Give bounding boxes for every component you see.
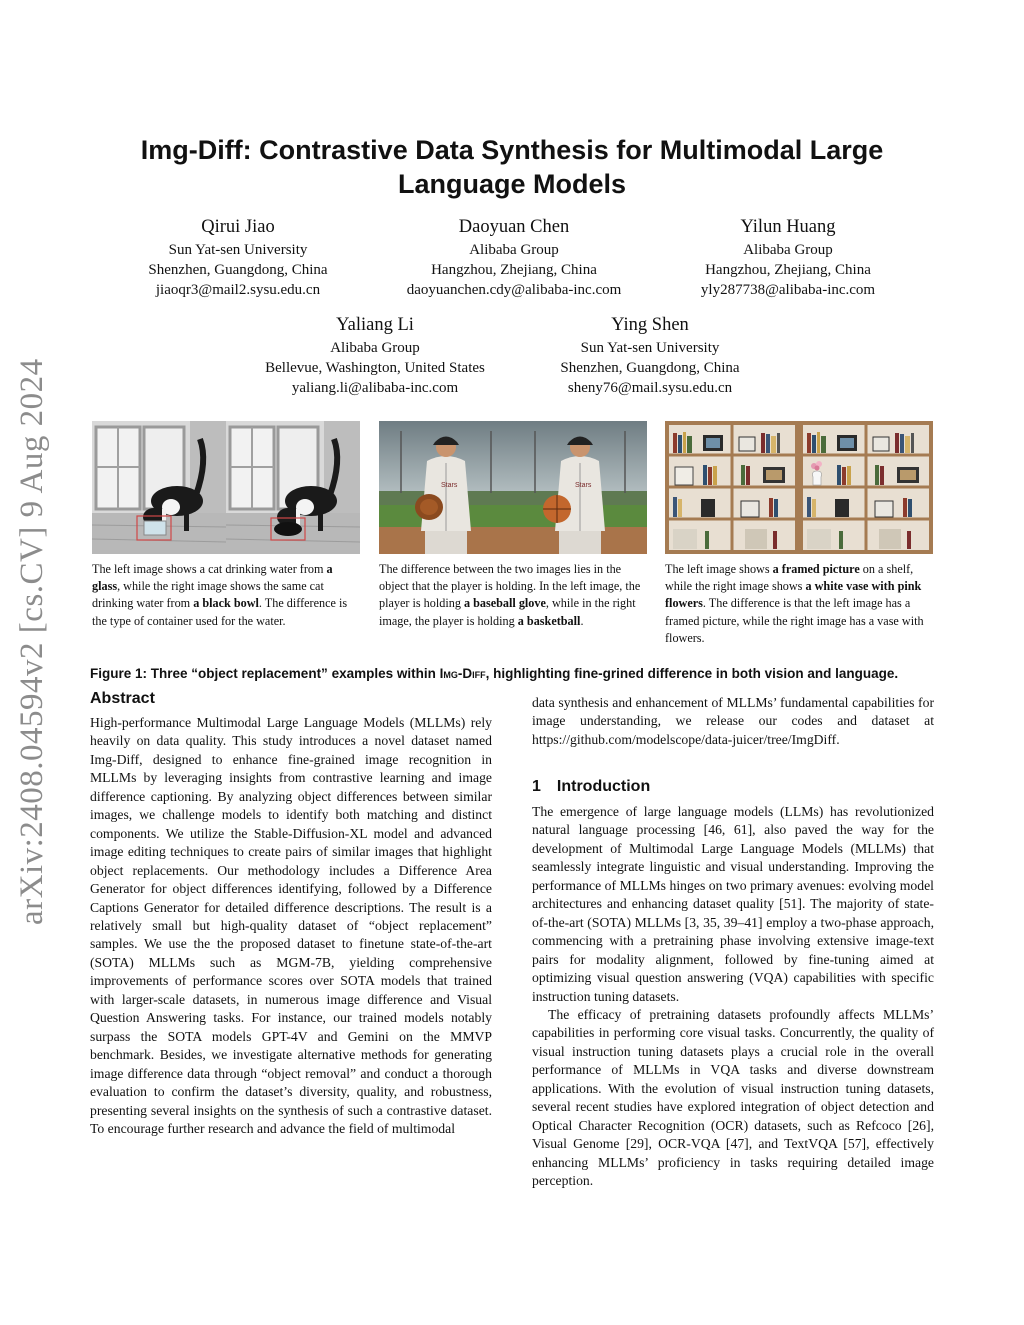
shelf-with-picture-image bbox=[665, 421, 799, 554]
abstract-continuation-text: data synthesis and enhancement of MLLMs’ fundamental capabilities for image understanding, we release our codes and dataset at https://github.com/modelscope/data-juicer/tree/ImgDiff. bbox=[532, 695, 934, 747]
author-location: Bellevue, Washington, United States bbox=[265, 360, 485, 376]
image-pair bbox=[92, 421, 360, 554]
caption-text: on a shelf, while the right image shows bbox=[665, 562, 914, 594]
figure-panel-shelf bbox=[665, 421, 933, 647]
caption-text: , while in the right image, the player is holding bbox=[379, 596, 636, 628]
author-name: Qirui Jiao bbox=[201, 217, 275, 237]
author-name: Yaliang Li bbox=[336, 315, 414, 335]
player-with-glove-image bbox=[379, 421, 513, 554]
author-name: Yilun Huang bbox=[740, 217, 836, 237]
author-block bbox=[108, 216, 368, 300]
figure-panel-caption bbox=[665, 561, 933, 647]
title-line-1: Img-Diff: Contrastive Data Synthesis for Multimodal Large bbox=[140, 135, 884, 165]
author-location: Shenzhen, Guangdong, China bbox=[560, 360, 740, 376]
section-number: 1 bbox=[532, 778, 541, 795]
abstract-text: High-performance Multimodal Large Language Models (MLLMs) rely heavily on data quality. This study introduces a novel dataset named Img-Diff, designed to enhance fine-grained image recognition in MLLMs by leveraging insights from contrastive learning and image difference captioning. By analyzing object differences between similar images, we challenge models to identify both matching and distinct components. We utilize the Stable-Diffusion-XL model and advanced image editing techniques to create pairs of similar images that highlight object replacements. Our methodology includes a Difference Area Generator for object differences identifying, followed by a Difference Captions Generator for detailed difference descriptions. The result is a relatively small but high-quality dataset of “object replacement” samples. We use the the proposed dataset to finetune state-of-the-art (SOTA) MLLMs such as MGM-7B, yielding comprehensive improvements of performance scores over SOTA models that trained with larger-scale datasets, in numerous image difference and Visual Question Answering tasks. For instance, our trained models notably surpass the SOTA models GPT-4V and Gemini on the MMVP benchmark. Besides, we investigate alternative methods for generating image difference data through “object removal” and conduct a thorough evaluation to confirm the dataset’s diversity, quality, and robustness, presenting several insights on the synthesis of such a contrastive dataset. To encourage further research and advance the field of multimodal bbox=[90, 715, 492, 1136]
abstract-body bbox=[90, 714, 492, 1138]
image-pair bbox=[379, 421, 647, 554]
svg-text:Stars: Stars bbox=[441, 482, 458, 489]
author-email: daoyuanchen.cdy@alibaba-inc.com bbox=[406, 282, 622, 298]
figure-panel-cat bbox=[92, 421, 360, 630]
arxiv-identifier: arXiv:2408.04594v2 [cs.CV] 9 Aug 2024 bbox=[14, 358, 50, 925]
figure-caption-prefix: Figure 1: Three “object replacement” examples within bbox=[90, 666, 440, 681]
paper-title bbox=[90, 133, 934, 201]
caption-text: , while the right image shows the same cat drinking water from bbox=[92, 579, 324, 611]
author-block bbox=[244, 314, 506, 398]
player-with-basketball-image bbox=[513, 421, 647, 554]
caption-highlight: a basketball bbox=[517, 613, 581, 628]
author-block bbox=[662, 216, 914, 300]
author-affiliation: Sun Yat-sen University bbox=[580, 340, 720, 356]
author-email: yly287738@alibaba-inc.com bbox=[700, 282, 876, 298]
figure-caption-suffix: , highlighting fine-grined difference in both vision and language. bbox=[485, 666, 899, 681]
introduction-body bbox=[532, 803, 934, 1191]
caption-highlight: a white vase with pink flowers bbox=[665, 579, 922, 611]
title-line-2: Language Models bbox=[397, 169, 627, 199]
author-affiliation: Alibaba Group bbox=[330, 340, 420, 356]
caption-text: The difference between the two images lies in the object that the player is holding. In the left image, the player is holding bbox=[379, 562, 641, 611]
image-pair bbox=[665, 421, 933, 554]
cat-with-glass-image bbox=[92, 421, 226, 554]
caption-text: . The difference is the type of container used for the water. bbox=[92, 596, 348, 628]
section-title: Introduction bbox=[556, 778, 651, 795]
author-name: Ying Shen bbox=[611, 315, 689, 335]
author-name: Daoyuan Chen bbox=[458, 217, 570, 237]
caption-text: The left image shows a cat drinking water from bbox=[92, 562, 327, 576]
introduction-heading bbox=[532, 778, 650, 796]
author-email: yaliang.li@alibaba-inc.com bbox=[291, 380, 459, 396]
caption-highlight: a framed picture bbox=[772, 562, 860, 576]
introduction-paragraph: The efficacy of pretraining datasets profoundly affects MLLMs’ capabilities in performing core visual tasks. Concurrently, the quality of visual instruction tuning datasets plays a crucial role in the overall performance of MLLMs in VQA tasks and diverse downstream applications. With the evolution of visual instruction tuning datasets, several recent studies have explored integration of object detection and Optical Character Recognition (OCR) datasets, such as Refcoco [26], Visual Genome [29], OCR-VQA [47], and TextVQA [57], effectively enhancing MLLMs’ proficiency in tasks requiring detailed image perception. bbox=[532, 1006, 934, 1189]
abstract-heading: Abstract bbox=[90, 690, 155, 707]
author-block bbox=[372, 216, 656, 300]
caption-highlight: a glass bbox=[92, 562, 333, 594]
author-email: sheny76@mail.sysu.edu.cn bbox=[567, 380, 733, 396]
cat-with-bowl-image bbox=[226, 421, 360, 554]
figure-panel-player bbox=[379, 421, 647, 630]
author-affiliation: Sun Yat-sen University bbox=[168, 242, 308, 258]
author-affiliation: Alibaba Group bbox=[469, 242, 559, 258]
figure-panel-caption bbox=[92, 561, 360, 630]
author-email: jiaoqr3@mail2.sysu.edu.cn bbox=[155, 282, 321, 298]
svg-text:Stars: Stars bbox=[575, 482, 592, 489]
figure-caption bbox=[90, 665, 950, 683]
figure-caption-dataset: Img-Diff bbox=[439, 666, 486, 681]
figure-panel-caption bbox=[379, 561, 647, 630]
caption-highlight: a baseball glove bbox=[463, 596, 546, 611]
caption-text: The left image shows bbox=[665, 562, 773, 576]
abstract-continuation bbox=[532, 694, 934, 749]
author-location: Hangzhou, Zhejiang, China bbox=[431, 262, 597, 278]
shelf-with-vase-image bbox=[799, 421, 933, 554]
caption-text: . bbox=[580, 613, 584, 628]
author-location: Shenzhen, Guangdong, China bbox=[148, 262, 328, 278]
caption-highlight: a black bowl bbox=[193, 596, 259, 611]
author-location: Hangzhou, Zhejiang, China bbox=[705, 262, 871, 278]
author-block bbox=[530, 314, 770, 398]
author-affiliation: Alibaba Group bbox=[743, 242, 833, 258]
introduction-paragraph: The emergence of large language models (LLMs) has revolutionized natural language processing [46, 61], also paved the way for the development of Multimodal Large Language Models (MLLMs) that seamlessly integrate linguistic and visual understanding. Improving the performance of MLLMs hinges on two primary avenues: evolving model architectures and enhancing dataset quality [51]. The majority of state-of-the-art (SOTA) MLLMs [3, 35, 39–41] employ a two-phase approach, commencing with a pretraining phase involving extensive image-text pairs for modality alignment, followed by fine-tuning aimed at optimizing visual question answering (VQA) capabilities with specific instruction tuning datasets. bbox=[532, 804, 934, 1004]
caption-text: . The difference is that the left image has a framed picture, while the right image has a vase with flowers. bbox=[665, 596, 924, 645]
